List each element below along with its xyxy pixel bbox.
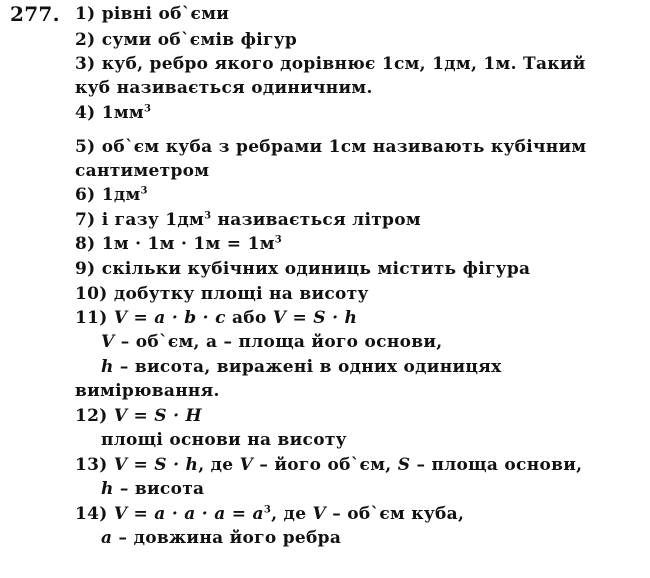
answer-14-exponent: 3 <box>263 504 272 516</box>
answer-8-exponent: 3 <box>274 234 283 246</box>
answer-13-number: 13) <box>75 455 114 475</box>
answer-6-text: 6) 1дм <box>75 185 141 205</box>
answer-6 <box>75 183 148 207</box>
answer-13-line-2-text: – висота <box>113 479 205 499</box>
answer-1: 1) рівні об`єми <box>75 4 230 24</box>
answer-11-or: або <box>225 308 273 328</box>
answer-8 <box>75 232 282 256</box>
answer-13-text-3: – площа основи, <box>410 455 583 475</box>
answer-13-var-v: V <box>239 455 254 475</box>
answer-14-line-2-text: – довжина його ребра <box>112 528 342 548</box>
answer-12-line-2: площі основи на висоту <box>101 430 347 450</box>
answer-11-line-2 <box>101 330 442 354</box>
answer-14-line-1 <box>75 502 464 526</box>
answer-4-text: 4) 1мм <box>75 103 144 123</box>
answer-14-var-a: a <box>101 528 113 548</box>
answer-13-var-h: h <box>101 479 114 499</box>
answer-11-line-1 <box>75 306 357 330</box>
answer-11-number: 11) <box>75 308 114 328</box>
answer-10: 10) добутку площі на висоту <box>75 284 369 304</box>
answer-4-exponent: 3 <box>143 103 152 115</box>
answer-13-text-2: – його об`єм, <box>253 455 398 475</box>
answer-11-line-3-text: – висота, виражені в одних одиницях <box>113 357 502 377</box>
answer-14-text-2: – об`єм куба, <box>326 504 465 524</box>
answer-14-line-2 <box>101 526 341 550</box>
answer-13-line-2 <box>101 477 204 501</box>
answer-13-line-1 <box>75 453 582 477</box>
answer-5-line-1: 5) об`єм куба з ребрами 1см називають кубічним <box>75 137 587 157</box>
answer-11-formula-2: V = S · h <box>272 308 358 328</box>
answer-3-line-2: куб називається одиничним. <box>75 78 373 98</box>
answer-13-var-s: S <box>397 455 411 475</box>
answer-11-line-4: вимірювання. <box>75 381 220 401</box>
answer-7-rest: називається літром <box>211 210 421 230</box>
answer-8-text: 8) 1м · 1м · 1м = 1м <box>75 234 275 254</box>
answer-14-var-v: V <box>312 504 327 524</box>
answer-12-number: 12) <box>75 406 114 426</box>
answer-7 <box>75 208 421 232</box>
answer-11-var-h: h <box>101 357 114 377</box>
answer-5-line-2: сантиметром <box>75 161 210 181</box>
answer-12-line-1 <box>75 404 202 428</box>
answer-14-number: 14) <box>75 504 114 524</box>
answer-3-line-1: 3) куб, ребро якого дорівнює 1см, 1дм, 1м. Такий <box>75 54 586 74</box>
answer-13-formula: V = S · h <box>113 455 199 475</box>
answer-13-text-1: , де <box>198 455 240 475</box>
answer-2: 2) суми об`ємів фігур <box>75 30 298 50</box>
problem-number: 277. <box>10 2 60 26</box>
answer-9: 9) скільки кубічних одиниць містить фігура <box>75 259 531 279</box>
answer-7-text: 7) і газу 1дм <box>75 210 205 230</box>
answer-7-exponent: 3 <box>204 210 212 222</box>
answer-14-text-1: , де <box>271 504 313 524</box>
answer-11-line-2-text: – об`єм, а – площа його основи, <box>114 332 443 352</box>
answer-11-formula-1: V = a · b · c <box>113 308 226 328</box>
answer-6-exponent: 3 <box>140 185 148 197</box>
answer-11-line-3 <box>101 355 502 379</box>
answer-11-var-v: V <box>101 332 115 352</box>
answer-14-formula: V = a · a · a = a <box>113 504 264 524</box>
answer-12-formula: V = S · H <box>113 406 202 426</box>
answer-4 <box>75 101 151 125</box>
